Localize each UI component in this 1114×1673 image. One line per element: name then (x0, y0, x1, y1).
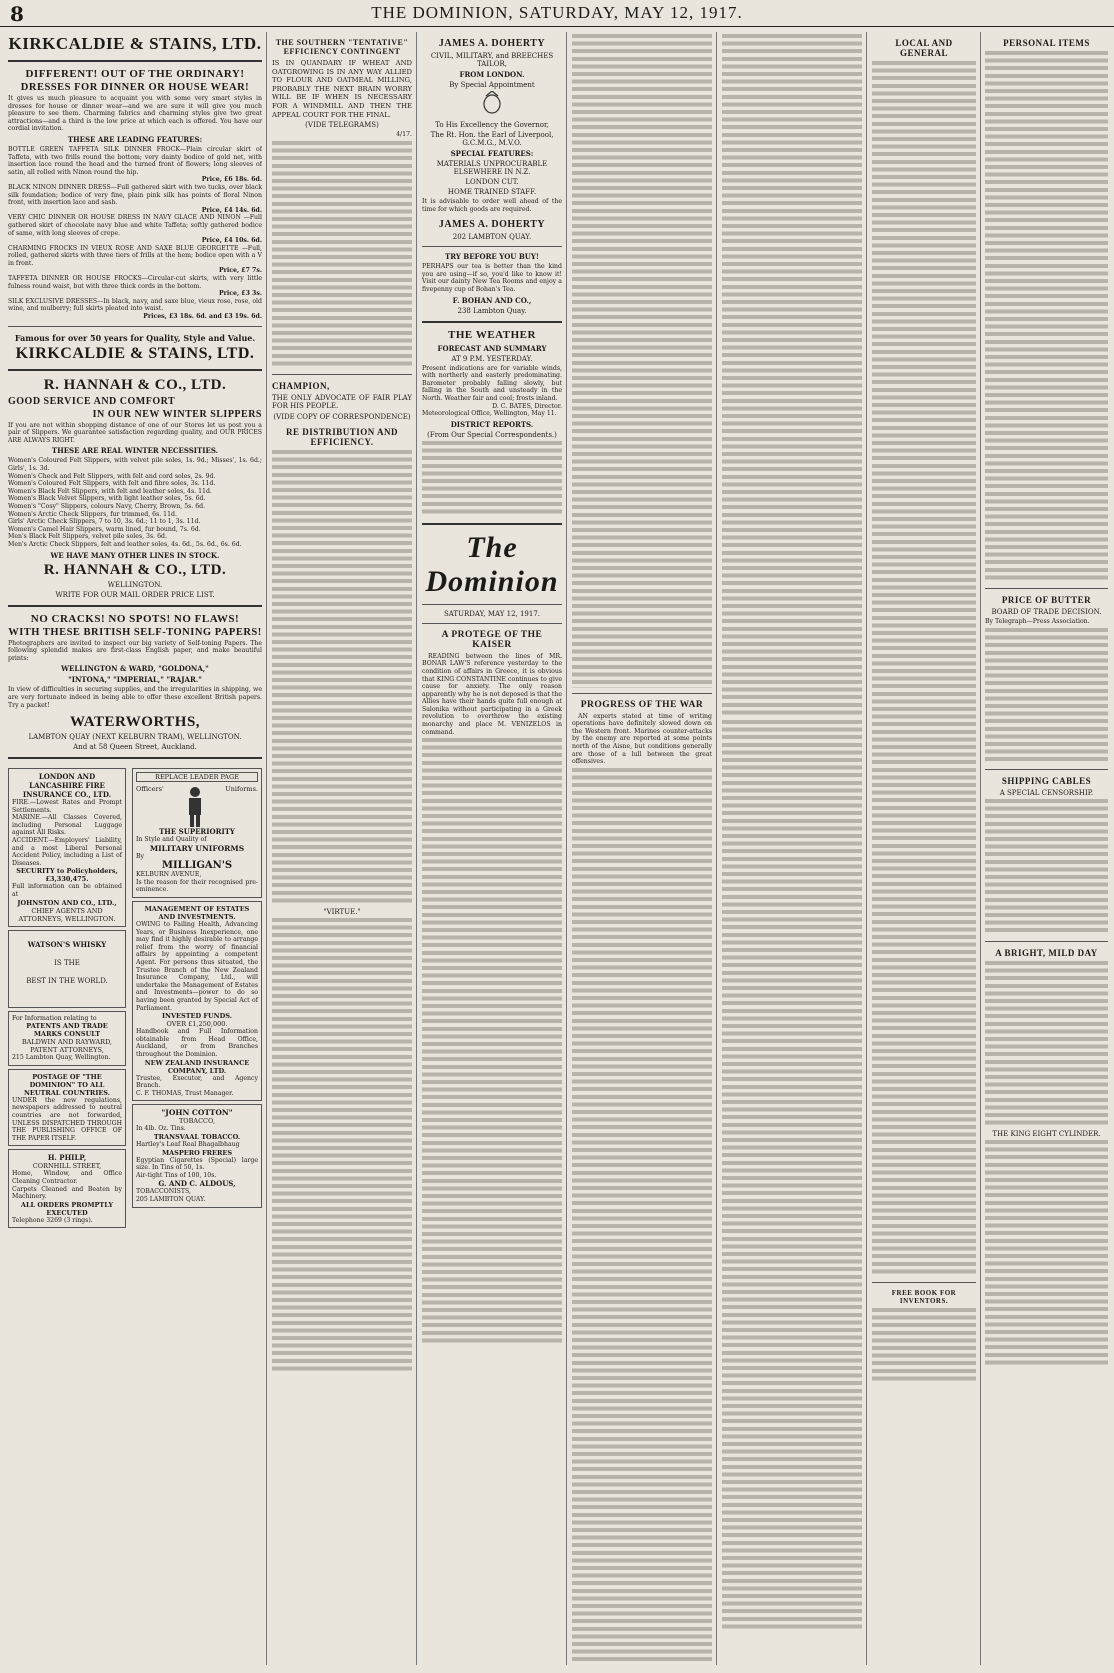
hannah-slipper-line: Men's Arctic Check Slippers, felt and leather soles, 4s. 6d., 5s. 6d., 6s. 6d. (8, 540, 242, 548)
patents-address: 215 Lambton Quay, Wellington. (12, 1054, 111, 1062)
insurance-info: Full information can be obtained at (12, 883, 122, 899)
patents-ad (8, 1011, 126, 1066)
kirkcaldie-features-head: THESE ARE LEADING FEATURES: (67, 134, 203, 144)
col3-caps: IS IN QUANDARY IF WHEAT AND OATGROWING IS IN ANY WAY ALLIED TO FLOUR AND OATMEAL MILLING, PROBABLY THE NEXT BRAIN WORRY WILL BE IF WHEN IS NECESSARY FOR A WINDMILL AND THEN THE APPEAL COURT FOR THE FINAL. (272, 59, 412, 119)
inventors-head: FREE BOOK FOR INVENTORS. (891, 1289, 957, 1305)
inventors-filler (872, 1308, 976, 1384)
hannah-intro: If you are not within shopping distance of one of our Stores let us post you a pair of Slippers. We guarantee satisfaction regarding quality, and OUR PRICES ARE ALWAYS RIGHT. (8, 421, 262, 444)
kirkcaldie-item (8, 298, 262, 321)
doherty-special: SPECIAL FEATURES: (450, 149, 534, 158)
hannah-name: R. HANNAH & CO., LTD. (43, 376, 227, 393)
kirkcaldie-item-price: Prices, £3 18s. 6d. and £3 19s. 6d. (143, 313, 262, 321)
milligan-right: Uniforms. (225, 785, 258, 794)
hannah-ad (8, 377, 262, 599)
trustee-manager: C. F. THOMAS, Trust Manager. (136, 1089, 234, 1097)
whisky-best: BEST IN THE WORLD. (26, 976, 108, 985)
mild-filler (985, 961, 1108, 1128)
lower-ads-right (132, 765, 262, 1231)
kirkcaldie-item-text: BLACK NINON DINNER DRESS—Full gathered skirt with two tucks, over black silk foundation; bodice of very fine, plain pink silk has points of floral Ninon front, with insertion lace and sash. (8, 183, 262, 207)
philp-ad (8, 1149, 126, 1228)
local-general-head: LOCAL AND GENERAL (895, 38, 953, 58)
tobacco-name: "JOHN COTTON" (161, 1108, 233, 1118)
personal-items-head: PERSONAL ITEMS (1003, 38, 1090, 48)
shipping-sub: A SPECIAL CENSORSHIP. (999, 789, 1094, 798)
milligan-banner: REPLACE LEADER PAGE (136, 772, 258, 782)
lower-ads (8, 765, 262, 1231)
trustee-branch: Trustee, Executor, and Agency Branch. (136, 1074, 258, 1090)
officer-figure-icon (178, 785, 212, 827)
patents-firm-2: PATENT ATTORNEYS, (30, 1046, 104, 1055)
patents-firm: BALDWIN AND RAYWARD, (21, 1038, 113, 1047)
trustee-funds: INVESTED FUNDS. (162, 1012, 232, 1021)
hannah-slipper-line: Women's "Cosy" Slippers, colours Navy, Cherry, Brown, 5s. 6d. (8, 502, 206, 510)
weather-time: AT 9 P.M. YESTERDAY. (451, 354, 533, 363)
patents-intro: For Information relating to (12, 1014, 97, 1022)
insurance-accident: ACCIDENT.—Employers' Liability, and a most Liberal Personal Accident Policy, including a List of Diseases. (12, 837, 122, 867)
kirkcaldie-item-price: Price, £7 7s. (219, 267, 262, 275)
kirkcaldie-item (8, 214, 262, 244)
philp-address: CORNHILL STREET, (32, 1162, 102, 1171)
tobacco-hartley: Hartley's Leaf Real Bhagalbhaug (136, 1140, 240, 1148)
hannah-slipper-line: Men's Black Felt Slippers, velvet pile soles, 3s. 6d. (8, 533, 167, 541)
milligan-left: Officers' (136, 785, 164, 794)
kirkcaldie-item (8, 146, 262, 184)
whisky-is: IS THE (54, 958, 80, 967)
flaws-note: In view of difficulties in securing supplies, and the irregularities in shipping, we are very fortunate indeed in being able to offer these excellent British papers. Try a packet! (8, 686, 262, 709)
weather-signature: D. C. BATES, Director. (492, 402, 562, 410)
dominion-date: SATURDAY, MAY 12, 1917. (443, 609, 541, 618)
col3-virtue: "VIRTUE." (323, 907, 361, 916)
masthead (0, 0, 1114, 27)
champion-head: CHAMPION, (272, 380, 330, 391)
col3-filler-2 (272, 450, 412, 906)
column-rule (716, 32, 717, 1665)
whisky-ad (8, 930, 126, 1008)
milligan-name: MILLIGAN'S (161, 860, 233, 872)
milligan-reason: Is the reason for their recognised pre-eminence. (136, 878, 258, 894)
hannah-slipper-line: Women's Check and Felt Slippers, with felt and cord soles, 2s. 9d. (8, 472, 216, 480)
weather-head: THE WEATHER (448, 328, 536, 341)
doherty-advice: It is advisable to order well ahead of the time for which goods are required. (422, 198, 562, 213)
hannah-lines (8, 457, 262, 548)
tobacco-maspero: MASPERO FRERES (161, 1148, 233, 1157)
progress-filler (572, 768, 712, 1665)
kirkcaldie-item-text: TAFFETA DINNER OR HOUSE FROCKS—Circular-cut skirts, with very little fulness round waist, but with three thick cords in the bottom. (8, 275, 262, 290)
kirkcaldie-subheadline: DRESSES FOR DINNER OR HOUSE WEAR! (20, 82, 250, 93)
bohan-firm: F. BOHAN AND CO., (452, 295, 532, 305)
philp-telephone: Telephone 3269 (3 rings). (12, 1216, 93, 1224)
bohan-address: 238 Lambton Quay. (457, 306, 527, 315)
tobacco-aldous: G. AND C. ALDOUS, (158, 1179, 236, 1189)
tobacco-address: 205 LAMBTON QUAY. (136, 1195, 206, 1203)
tobacco-tin: In 4lb. Oz. Tins. (136, 1125, 186, 1133)
kirkcaldie-item (8, 184, 262, 214)
column-rule (980, 32, 981, 1665)
philp-carpets: Carpets Cleaned and Beaten by Machinery. (12, 1185, 122, 1201)
milligan-address: KELBURN AVENUE, (136, 871, 202, 879)
tobacco-transvaal: TRANSVAAL TOBACCO. (153, 1132, 241, 1141)
milligan-ad (132, 768, 262, 898)
champion-sub: THE ONLY ADVOCATE OF FAIR PLAY FOR HIS PEOPLE. (272, 393, 412, 411)
tobacco-tipped: Air-tight Tins of 100, 10s. (136, 1171, 217, 1179)
doherty-to: To His Excellency the Governor, (435, 121, 549, 129)
column-rule (566, 32, 567, 1665)
philp-trades: Home, Window, and Office Cleaning Contractor. (12, 1170, 122, 1185)
cylinder-head: THE KING EIGHT CYLINDER. (992, 1130, 1101, 1139)
doherty-name-footer: JAMES A. DOHERTY (438, 219, 546, 231)
hannah-slipper-line: Women's Black Felt Slippers, with felt and leather soles, 4s. 11d. (8, 487, 212, 495)
flaws-brands-2: "INTONA," "IMPERIAL," "RAJAR." (68, 675, 202, 685)
doherty-address: 202 LAMBTON QUAY. (452, 233, 532, 242)
col3-date: 4/17. (396, 131, 412, 139)
patents-head: PATENTS AND TRADE MARKS CONSULT (26, 1022, 108, 1039)
tobacco-ad (132, 1104, 262, 1207)
insurance-name: LONDON AND LANCASHIRE FIRE INSURANCE CO., LTD. (22, 772, 112, 800)
tobacco-egyptian: Egyptian Cigarettes (Special) large size. In Tins of 50, 1s. (136, 1156, 258, 1172)
insurance-fire: FIRE.—Lowest Rates and Prompt Settlements. (12, 799, 122, 814)
hannah-slipper-line: Women's Coloured Felt Slippers, with felt and fibre soles, 3s. 11d. (8, 480, 216, 488)
mild-day-head: A BRIGHT, MILD DAY (995, 948, 1098, 959)
hannah-stock: WE HAVE MANY OTHER LINES IN STOCK. (50, 550, 220, 560)
col3-head: THE SOUTHERN "TENTATIVE" EFFICIENCY CONTINGENT (275, 38, 409, 56)
redistribution-head: RE DISTRIBUTION AND EFFICIENCY. (285, 426, 399, 447)
trustee-ad (132, 901, 262, 1101)
doherty-feature-1: MATERIALS UNPROCURABLE ELSEWHERE IN N.Z. (436, 160, 548, 176)
kirkcaldie-item (8, 245, 262, 275)
kirkcaldie-item (8, 275, 262, 298)
shipping-filler (985, 799, 1108, 936)
col3-filler (272, 141, 412, 369)
protege-head: A PROTEGE OF THE KAISER (441, 629, 543, 650)
progress-head: PROGRESS OF THE WAR (580, 699, 704, 710)
col3-vide: (VIDE TELEGRAMS) (305, 121, 379, 130)
tobacco-desc: TOBACCO, (178, 1117, 216, 1126)
protege-body: READING between the lines of MR. BONAR LAW'S reference yesterday to the condition of affairs in Greece, it is obvious that KING CONSTANTINE continues to give cause for anxiety. The only reason apparently why he is not deposed is that the Allies have their hands quite full enough at Salonika without participating in a Greek revolution to overthrow the existing monarchy and place M. VENIZELOS in command. (422, 652, 562, 736)
postage-head: POSTAGE OF "THE DOMINION" TO ALL NEUTRAL COUNTRIES. (23, 1072, 111, 1097)
philp-orders: ALL ORDERS PROMPTLY EXECUTED (20, 1200, 114, 1217)
kirkcaldie-name: KIRKCALDIE & STAINS, LTD. (8, 34, 262, 53)
weather-district: DISTRICT REPORTS. (450, 419, 534, 429)
hannah-head: GOOD SERVICE AND COMFORT (8, 395, 176, 407)
hannah-mail: WRITE FOR OUR MAIL ORDER PRICE LIST. (55, 590, 215, 599)
col6-filler (722, 34, 862, 718)
kirkcaldie-name-footer: KIRKCALDIE & STAINS, LTD. (15, 344, 255, 362)
bohan-body: PERHAPS our tea is better than the kind you are using—if so, you'd like to know it! Visit our dainty New Tea Rooms and enjoy a fivepenny cup of Bohan's Tea. (422, 263, 562, 293)
doherty-appointment: By Special Appointment (449, 81, 535, 89)
hannah-name-footer: R. HANNAH & CO., LTD. (43, 561, 227, 578)
photo-paper-ad (8, 613, 262, 752)
milligan-the: THE SUPERIORITY (159, 827, 235, 837)
column-6 (722, 32, 862, 1665)
doherty-trade: CIVIL, MILITARY, and BREECHES TAILOR, (430, 52, 554, 68)
insurance-marine: MARINE.—All Classes Covered, including Personal Luggage against All Risks. (12, 814, 122, 837)
insurance-security: SECURITY to Policyholders, £3,330,475. (16, 867, 118, 884)
kirkcaldie-intro: It gives us much pleasure to acquaint you with some very smart styles in dresses for house or dinner wear—and we are sure it will give you much pleasure to see them. Charming fabrics and charming styles give two great attractions—and a third is the low price at which each is offered. You have our cordial invitation. (8, 95, 262, 133)
philp-name: H. PHILP, (47, 1153, 87, 1163)
hannah-slipper-line: Girls' Arctic Check Slippers, 7 to 10, 3s. 6d.; 11 to 1, 3s. 11d. (8, 518, 201, 526)
kirkcaldie-item-text: CHARMING FROCKS IN VIEUX ROSE AND SAXE BLUE GEORGETTE —Full, rolled, gathered skirts with three tiers of frills at the hem; bodice open with a V in front. (8, 244, 262, 267)
flaws-subhead: WITH THESE BRITISH SELF-TONING PAPERS! (8, 626, 262, 638)
postage-notice (8, 1069, 126, 1147)
milligan-of: In Style and Quality of (136, 836, 207, 844)
bohan-head: TRY BEFORE YOU BUY! (445, 252, 539, 262)
waterworths-address: LAMBTON QUAY (NEXT KELBURN TRAM), WELLINGTON. (28, 733, 242, 742)
trustee-head: MANAGEMENT OF ESTATES AND INVESTMENTS. (144, 905, 250, 922)
kirkcaldie-item-text: SILK EXCLUSIVE DRESSES—In black, navy, and saxe blue, vieux rose, rose, old wine, and mulberry; full skirts pleated into waist. (8, 297, 262, 313)
weather-sub: FORECAST AND SUMMARY (437, 343, 547, 353)
kirkcaldie-items (8, 146, 262, 321)
hannah-slipper-line: Women's Arctic Check Slippers, fur trimmed, 6s. 11d. (8, 510, 177, 518)
kirkcaldie-item-price: Price, £3 3s. (219, 290, 262, 298)
local-filler (872, 61, 976, 1277)
col5-filler (572, 34, 712, 688)
whisky-name: WATSON'S WHISKY (27, 939, 107, 949)
royal-crest-icon (477, 91, 507, 115)
doherty-ad (422, 38, 562, 241)
dominion-nameplate: The Dominion (425, 530, 559, 598)
waterworths-name: WATERWORTHS, (69, 714, 201, 731)
butter-line: By Telegraph—Press Association. (985, 618, 1090, 625)
trustee-body: OWING to Failing Health, Advancing Years, or Business Inexperience, one may find it highly desirable to arrange relief from the worry of financial affairs by appointing a competent Agent. For persons thus situated, the Trustee Branch of the New Zealand Insurance Company, Ltd., will undertake the Management of Estates and Investments—power to do so having been granted by Special Act of Parliament. (136, 921, 258, 1012)
waterworths-address-2: And at 58 Queen Street, Auckland. (73, 743, 197, 752)
insurance-agents-2: CHIEF AGENTS AND ATTORNEYS, WELLINGTON. (18, 906, 116, 923)
doherty-feature-2: LONDON CUT. (465, 178, 519, 186)
weather-section (422, 329, 562, 517)
hannah-slipper-line: Women's Black Velvet Slippers, with light leather soles, 5s. 6d. (8, 495, 206, 503)
ads-column (8, 32, 262, 1665)
milligan-by: By (136, 852, 145, 860)
hannah-slipper-line: Women's Coloured Felt Slippers, with velvet pile soles, 1s. 9d.; Misses', 1s. 6d.; Girls', 1s. 3d. (8, 457, 262, 472)
kirkcaldie-item-price: Price, £6 18s. 6d. (201, 176, 262, 184)
flaws-body: Photographers are invited to inspect our big variety of Self-toning Papers. The following splendid makes are first-class English paper, and make beautiful prints: (8, 639, 262, 662)
kirkcaldie-item-price: Price, £4 14s. 6d. (201, 206, 262, 214)
hannah-slipper-line: Women's Camel Hair Slippers, warm lined, fur bound, 7s. 6d. (8, 525, 201, 533)
bohan-ad (422, 252, 562, 314)
col3-filler-3 (272, 918, 412, 1374)
postage-body: UNDER the new regulations, newspapers addressed to neutral countries are not forwarded, UNLESS DISPATCHED THROUGH THE PUBLISHING OFFICE OF THE PAPER ITSELF. (12, 1096, 122, 1142)
doherty-earl: The Rt. Hon. the Earl of Liverpool, G.C.M.G., M.V.O. (430, 131, 554, 147)
butter-filler (985, 628, 1108, 765)
doherty-feature-3: HOME TRAINED STAFF. (447, 188, 537, 196)
personal-filler (985, 51, 1108, 583)
column-rule (266, 32, 267, 1665)
insurance-agents: JOHNSTON AND CO., LTD., (17, 898, 117, 907)
insurance-ad (8, 768, 126, 927)
kirkcaldie-item-text: BOTTLE GREEN TAFFETA SILK DINNER FROCK—Plain circular skirt of Taffeta, with two frills round the bottom; very dainty bodice of gold net, with insertion lace round the head and the turned front of flowers; long sleeves of satin, all rolled with Ninon round the hip. (8, 145, 262, 176)
column-rule (416, 32, 417, 1665)
kirkcaldie-headline: DIFFERENT! OUT OF THE ORDINARY! (25, 68, 245, 80)
column-3 (272, 32, 412, 1665)
weather-filler (422, 441, 562, 517)
trustee-company: NEW ZEALAND INSURANCE COMPANY, LTD. (144, 1058, 250, 1075)
kirkcaldie-item-text: VERY CHIC DINNER OR HOUSE DRESS IN NAVY GLACE AND NINON —Full gathered skirt of chocolate navy blue and white Taffeta; softly gathered bodice of same, with long sleeves of crepe. (8, 214, 262, 237)
hannah-sub: THESE ARE REAL WINTER NECESSITIES. (51, 446, 219, 456)
masthead-title: THE DOMINION, SATURDAY, MAY 12, 1917. (371, 3, 743, 22)
doherty-name: JAMES A. DOHERTY (438, 38, 546, 49)
lower-ads-left (8, 765, 126, 1231)
milligan-military: MILITARY UNIFORMS (149, 843, 245, 853)
kirkcaldie-ad (8, 34, 262, 363)
weather-office: Meteorological Office, Wellington, May 11. (422, 410, 557, 418)
column-5 (572, 32, 712, 1665)
page-number: 8 (10, 2, 24, 26)
trustee-funds-2: OVER £1,250,000. (166, 1020, 228, 1029)
column-8 (985, 32, 1108, 1665)
col6-filler-2 (722, 720, 862, 1632)
hannah-subhead: IN OUR NEW WINTER SLIPPERS (92, 408, 262, 420)
protege-filler (422, 738, 562, 1346)
weather-body: Present indications are for variable winds, with northerly and easterly predominating. Barometer probably falling slowly, but falling in the South and unsteady in the North. Weather fair and cool; frosts inland. (422, 364, 562, 402)
tobacco-aldous-2: TOBACCONISTS, (136, 1188, 191, 1196)
kirkcaldie-famous: Famous for over 50 years for Quality, Style and Value. (14, 332, 256, 343)
hannah-city: WELLINGTON. (107, 580, 163, 589)
doherty-from: FROM LONDON. (459, 70, 525, 79)
flaws-head: NO CRACKS! NO SPOTS! NO FLAWS! (30, 612, 240, 625)
milligan-row (136, 785, 258, 827)
progress-body: AN experts stated at time of writing operations have definitely slowed down on the Western front. Marines counter-attacks by the enemy are reported at some points north of the Aisne, but conditions generally are those of a lull between the great offensives. (572, 712, 712, 766)
butter-head: PRICE OF BUTTER (1001, 595, 1092, 605)
butter-sub: BOARD OF TRADE DECISION. (991, 608, 1102, 616)
flaws-brands: WELLINGTON & WARD, "GOLDONA," (61, 664, 209, 674)
weather-district-sub: (From Our Special Correspondents.) (427, 430, 557, 439)
kirkcaldie-item-price: Price, £4 10s. 6d. (201, 237, 262, 245)
champion-corr: (VIDE COPY OF CORRESPONDENCE) (273, 412, 411, 421)
cylinder-filler (985, 1140, 1108, 1368)
shipping-head: SHIPPING CABLES (1001, 776, 1092, 787)
column-rule (866, 32, 867, 1665)
trustee-handbook: Handbook and Full Information obtainable from Head Office, Auckland, or from Branches throughout the Dominion. (136, 1028, 258, 1058)
column-4 (422, 32, 562, 1665)
crest-icon (422, 91, 562, 119)
column-7 (872, 32, 976, 1665)
